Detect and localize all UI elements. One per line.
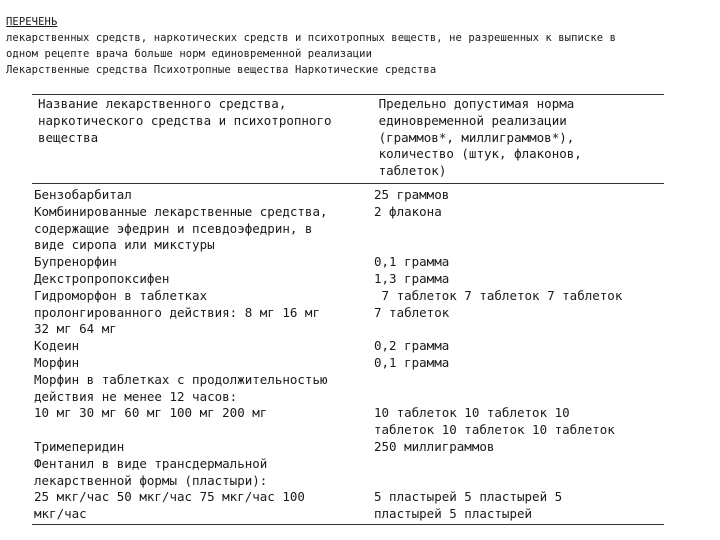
header-name-line: Название лекарственного средства, [38, 96, 287, 111]
cell-norm [374, 338, 664, 355]
substance-name-line: Комбинированные лекарственные средства, [34, 203, 328, 219]
norm-line [374, 372, 664, 389]
header-cell-name [32, 96, 373, 180]
table-row [32, 355, 664, 372]
substance-name-line: 32 мг 64 мг [34, 321, 117, 337]
table-bottom-rule [32, 524, 664, 525]
norm-line: 7 таблеток 7 таблеток 7 таблеток [374, 287, 623, 303]
cell-substance-name [32, 355, 374, 372]
substance-name-line: Бупренорфин [34, 254, 117, 270]
header-cell-norm [373, 96, 664, 180]
header-norm-line: Предельно допустимая норма [378, 96, 575, 111]
cell-substance-name [32, 254, 374, 271]
norm-line [374, 473, 664, 490]
cell-substance-name [32, 456, 374, 523]
norm-line: 0,2 грамма [374, 338, 450, 354]
header-line-3: Лекарственные средства Психотропные вещества Наркотические средства [6, 64, 437, 76]
table-row [32, 187, 664, 204]
substance-name-line: 25 мкг/час 50 мкг/час 75 мкг/час 100 [34, 489, 305, 505]
cell-norm [374, 439, 664, 456]
header-norm-line: таблеток) [378, 163, 447, 179]
substance-name-line: виде сиропа или микстуры [34, 237, 215, 253]
header-name-line: вещества [38, 129, 99, 145]
cell-norm [374, 355, 664, 372]
header-name-line: наркотического средства и психотропного [38, 112, 332, 128]
cell-substance-name [32, 338, 374, 355]
table-row [32, 439, 664, 456]
norm-line [374, 221, 664, 238]
table-header [32, 95, 664, 183]
substance-name-line: Бензобарбитал [34, 186, 132, 202]
cell-substance-name [32, 271, 374, 288]
norm-line: 1,3 грамма [374, 270, 450, 286]
norm-line: 25 граммов [374, 186, 450, 202]
table-row [32, 456, 664, 523]
cell-substance-name [32, 372, 374, 439]
cell-norm [374, 456, 664, 523]
table-row [32, 271, 664, 288]
substance-name-line: 10 мг 30 мг 60 мг 100 мг 200 мг [34, 405, 268, 421]
norm-line: 5 пластырей 5 пластырей 5 [374, 489, 563, 505]
substance-name-line: Гидроморфон в таблетках [34, 287, 208, 303]
substance-name-line: действия не менее 12 часов: [34, 388, 238, 404]
norm-line: пластырей 5 пластырей [374, 506, 533, 522]
substance-name-line: мкг/час [34, 506, 87, 522]
substance-name-line [34, 422, 374, 439]
norm-line: 0,1 грамма [374, 354, 450, 370]
norm-line: таблеток 10 таблеток 10 таблеток [374, 422, 615, 438]
table-row [32, 204, 664, 254]
norm-line: 2 флакона [374, 203, 442, 219]
substance-name-line: Морфин [34, 354, 80, 370]
substance-name-line: Декстропропоксифен [34, 270, 170, 286]
cell-substance-name [32, 204, 374, 254]
document-header [6, 14, 706, 78]
cell-substance-name [32, 187, 374, 204]
header-line-2: одном рецепте врача больше норм единовременной реализации [6, 48, 373, 60]
document-title: ПЕРЕЧЕНЬ [6, 16, 58, 28]
header-norm-line: количество (штук, флаконов, [378, 146, 582, 162]
table-row [32, 372, 664, 439]
substance-name-line: Кодеин [34, 338, 80, 354]
norm-line: 0,1 грамма [374, 254, 450, 270]
norm-line [374, 321, 664, 338]
substance-name-line: Морфин в таблетках с продолжительностью [34, 371, 328, 387]
table-row [32, 338, 664, 355]
norm-line: 250 миллиграммов [374, 438, 495, 454]
cell-norm [374, 187, 664, 204]
table-row [32, 254, 664, 271]
cell-norm [374, 204, 664, 254]
substance-name-line: содержащие эфедрин и псевдоэфедрин, в [34, 220, 313, 236]
substance-name-line: лекарственной формы (пластыри): [34, 472, 268, 488]
cell-norm [374, 271, 664, 288]
table-body [32, 184, 664, 524]
norms-table [32, 94, 664, 525]
header-line-1: лекарственных средств, наркотических средств и психотропных веществ, не разрешенных к выписке в [6, 32, 617, 44]
substance-name-line: пролонгированного действия: 8 мг 16 мг [34, 304, 320, 320]
norm-line [374, 237, 664, 254]
norm-line [374, 389, 664, 406]
table-row [32, 288, 664, 338]
header-norm-line: (граммов*, миллиграммов*), [378, 129, 575, 145]
cell-substance-name [32, 439, 374, 456]
cell-substance-name [32, 288, 374, 338]
cell-norm [374, 372, 664, 439]
cell-norm [374, 254, 664, 271]
substance-name-line: Фентанил в виде трансдермальной [34, 455, 268, 471]
header-norm-line: единовременной реализации [378, 112, 567, 128]
substance-name-line: Тримеперидин [34, 438, 125, 454]
cell-norm [374, 288, 664, 338]
norm-line: 7 таблеток [374, 304, 450, 320]
norm-line: 10 таблеток 10 таблеток 10 [374, 405, 570, 421]
norm-line [374, 456, 664, 473]
